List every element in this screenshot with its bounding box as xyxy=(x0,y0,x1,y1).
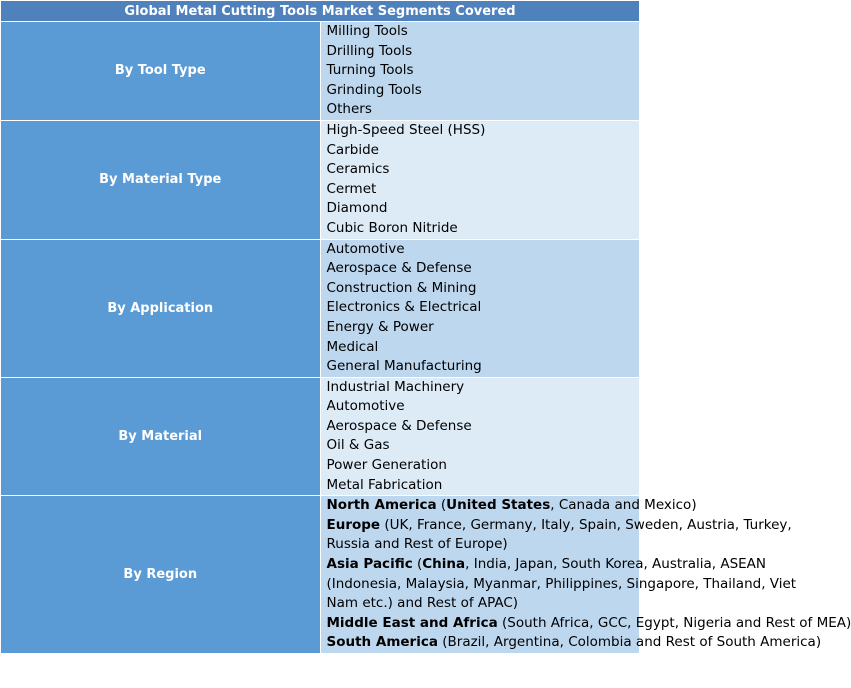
region-name: Asia Pacific xyxy=(326,556,413,573)
segment-row-application xyxy=(1,239,640,377)
category-cell: By Region xyxy=(1,496,321,654)
category-cell: By Material Type xyxy=(1,120,321,239)
region-middle-east-africa xyxy=(326,614,851,634)
list-item: Energy & Power xyxy=(326,318,434,335)
segment-row-material-type xyxy=(1,120,640,239)
segment-row-material xyxy=(1,377,640,496)
list-item: Carbide xyxy=(326,141,379,158)
list-item: Industrial Machinery xyxy=(326,378,465,395)
segment-row-region xyxy=(1,496,640,654)
region-north-america: North America (United States, Canada and Mexico) xyxy=(326,497,697,514)
list-item: Medical xyxy=(326,338,379,355)
region-name: Middle East and Africa xyxy=(326,614,498,631)
region-lead-country: United States xyxy=(446,497,551,514)
list-item: Metal Fabrication xyxy=(326,476,443,493)
list-item: Cermet xyxy=(326,180,377,197)
list-item: High-Speed Steel (HSS) xyxy=(326,121,486,138)
region-countries: (South Africa, GCC, Egypt, Nigeria and Rest of MEA) xyxy=(497,614,851,631)
list-item: Power Generation xyxy=(326,457,447,474)
list-item: Turning Tools xyxy=(326,62,414,79)
category-cell: By Application xyxy=(1,239,321,377)
list-item: Construction & Mining xyxy=(326,279,477,296)
region-countries: (UK, France, Germany, Italy, Spain, Sweden, Austria, Turkey, Russia and Rest of Europe) xyxy=(326,516,792,553)
region-countries: (Brazil, Argentina, Colombia and Rest of South America) xyxy=(437,634,822,651)
region-asia-pacific: Asia Pacific (China, India, Japan, South Korea, Australia, ASEAN (Indonesia, Malaysia, Myanmar, Philippines, Singapore, Thailand, Viet Nam etc.) and Rest of APAC) xyxy=(326,556,797,612)
list-item: Oil & Gas xyxy=(326,437,390,454)
list-item: Ceramics xyxy=(326,161,390,178)
list-item: Milling Tools xyxy=(326,23,408,39)
region-south-america xyxy=(326,633,822,653)
list-item: Diamond xyxy=(326,200,388,217)
region-lead-country: China xyxy=(422,556,466,573)
category-cell: By Tool Type xyxy=(1,22,321,121)
region-countries: , Canada and Mexico) xyxy=(550,497,697,514)
table-title: Global Metal Cutting Tools Market Segments Covered xyxy=(1,1,640,22)
list-item: Grinding Tools xyxy=(326,81,422,98)
items-cell xyxy=(320,22,640,121)
items-cell xyxy=(320,120,640,239)
list-item: Cubic Boron Nitride xyxy=(326,219,458,236)
region-countries: , India, Japan, South Korea, Australia, ASEAN (Indonesia, Malaysia, Myanmar, Philippines, Singapore, Thailand, Viet Nam etc.) and Rest of APAC) xyxy=(326,556,797,612)
category-cell: By Material xyxy=(1,377,321,496)
list-item: General Manufacturing xyxy=(326,358,482,375)
items-cell xyxy=(320,496,851,654)
region-name: Europe xyxy=(326,516,381,533)
title-row xyxy=(1,1,640,22)
list-item: Aerospace & Defense xyxy=(326,260,472,277)
items-cell xyxy=(320,377,640,496)
list-item: Electronics & Electrical xyxy=(326,299,482,316)
region-name: South America xyxy=(326,634,438,651)
region-europe xyxy=(327,516,813,555)
list-item: Automotive xyxy=(326,398,405,415)
list-item: Others xyxy=(326,101,372,118)
region-name: North America xyxy=(326,497,437,514)
list-item: Drilling Tools xyxy=(326,42,413,59)
list-item: Automotive xyxy=(326,240,405,257)
segment-row-tool-type xyxy=(1,22,640,121)
list-item: Aerospace & Defense xyxy=(326,417,472,434)
items-cell xyxy=(320,239,640,377)
